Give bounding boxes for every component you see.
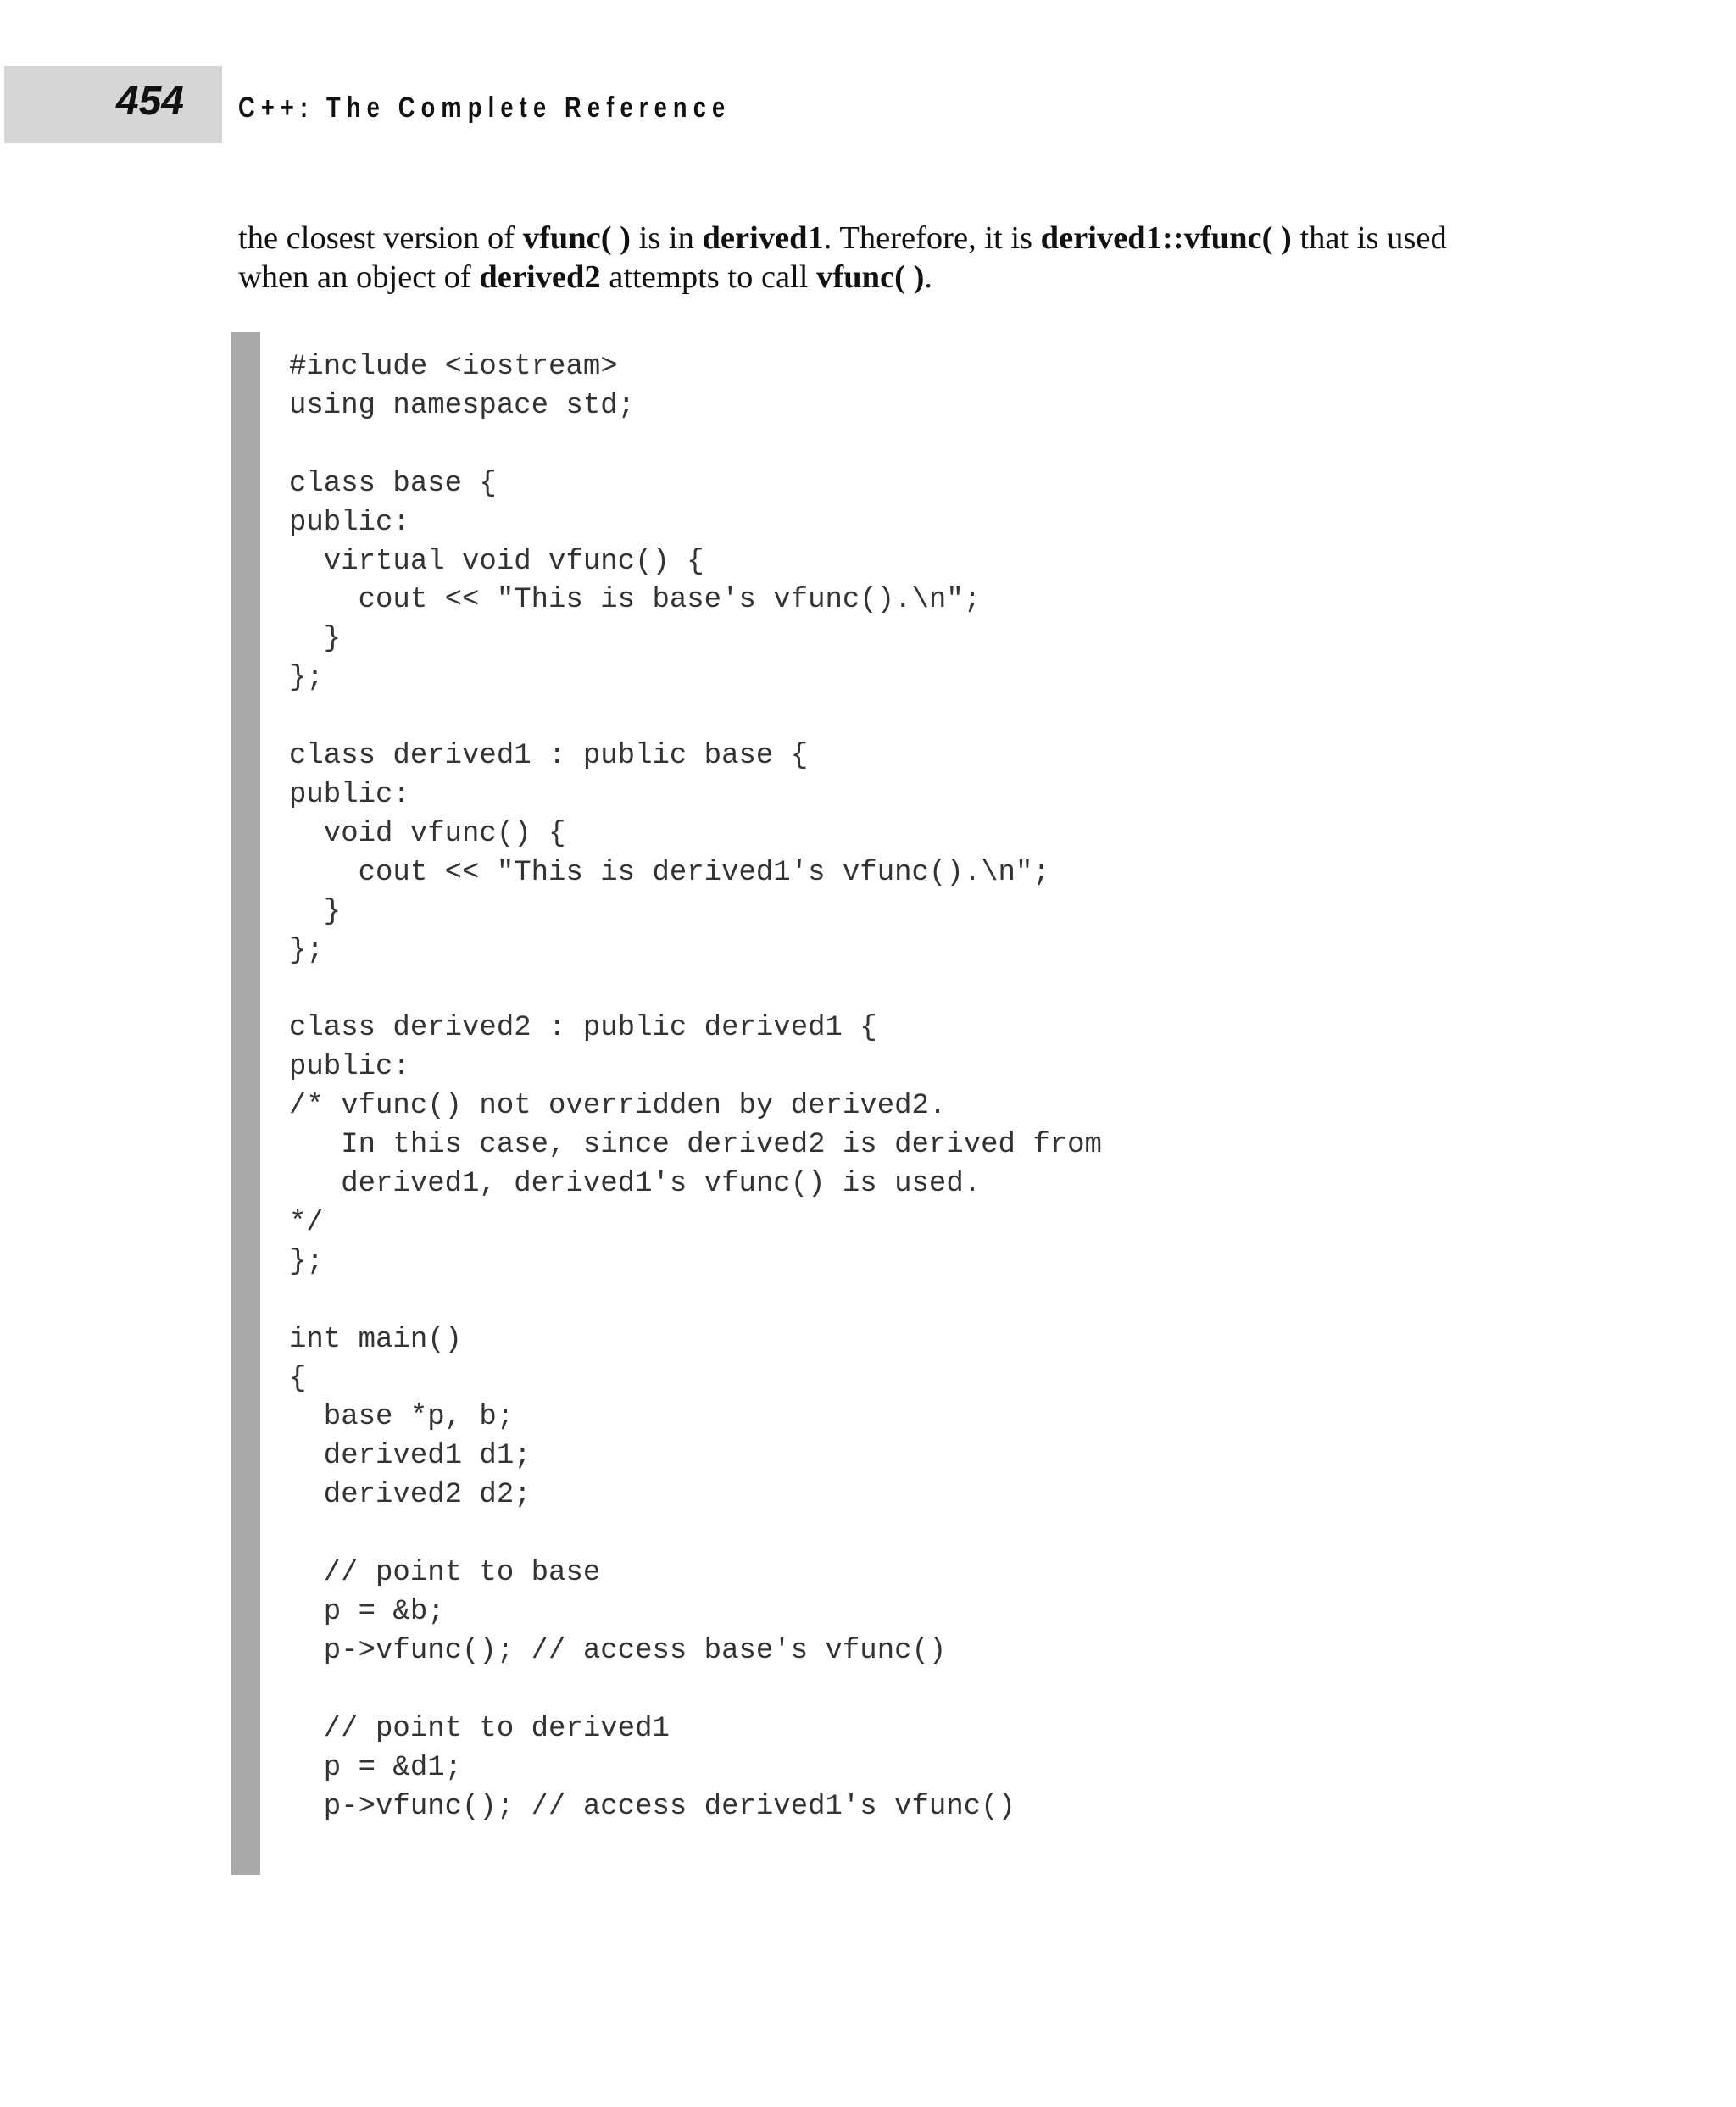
intro-paragraph: the closest version of vfunc( ) is in derived1. Therefore, it is derived1::vfunc( ) that is used when an object of derived2 attempts to call vfunc( ). [238,220,1447,295]
code-listing: #include <iostream> using namespace std; class base { public: virtual void vfunc() { cout << "This is base's vfunc().\n"; } }; class derived1 : public base { public: void vfunc() { cout << "This is derived1's vfunc().\n"; } }; class derived2 : public derived1 { public: /* vfunc() not overridden by derived2. In this case, since derived2 is derived from derived1, derived1's vfunc() is used. */ }; int main() { base *p, b; derived1 d1; derived2 d2; // point to base p = &b; p->vfunc(); // access base's vfunc() // point to derived1 p = &d1; p->vfunc(); // access derived1's vfunc() [289,351,1102,1823]
code-term: derived1 [702,220,824,256]
running-head: C++: The Complete Reference [238,92,732,124]
code-term: vfunc( ) [522,220,631,256]
code-term: derived1::vfunc( ) [1040,220,1292,256]
page-number-tab [4,66,222,143]
code-term: derived2 [479,259,601,295]
code-listing-bar [231,332,260,1875]
page-number: 454 [115,79,184,124]
code-term: vfunc( ) [816,259,925,295]
